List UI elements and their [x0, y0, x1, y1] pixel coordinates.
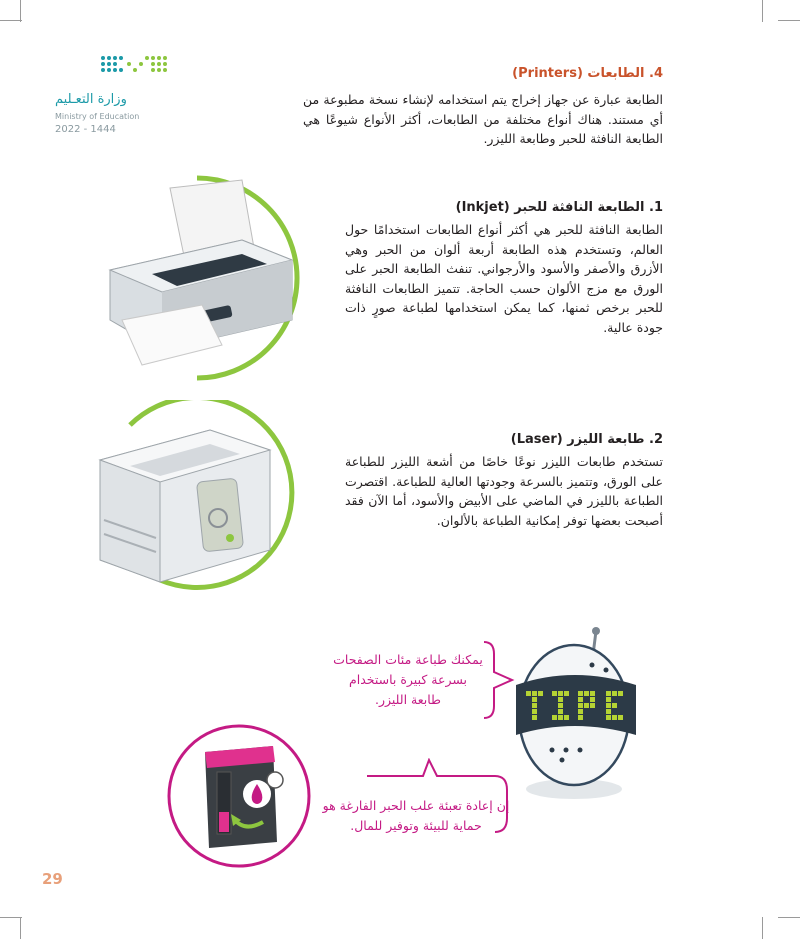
crop-mark [20, 917, 21, 939]
laser-body: تستخدم طابعات الليزر نوعًا خاصًا من أشعة الليزر للطباعة على الورق، وتتميز بالسرعة وجودتها العالية للطباعة. اقتصرت الطباعة بالليزر في الماضي على الأبيض والأسود، أما الآن فقد أصبحت بعضها توفر إمكانية الطباعة بالألوان. [345, 454, 663, 528]
section-intro: الطابعة عبارة عن جهاز إخراج يتم استخدامه لإنشاء نسخة مطبوعة من أي مستند. هناك أنواع مختلفة من الطابعات، أكثر الأنواع شيوعًا هي الطابعة النافثة للحبر وطابعة الليزر. [303, 92, 663, 146]
inkjet-title: 1. الطابعة النافثة للحبر (Inkjet) [455, 200, 663, 215]
ink-cartridge-image [165, 722, 315, 872]
crop-mark [20, 0, 21, 22]
crop-mark [0, 20, 22, 21]
inkjet-printer-image [92, 170, 322, 390]
inkjet-body: الطابعة النافثة للحبر هي أكثر أنواع الطابعات استخدامًا حول العالم، وتستخدم هذه الطابعة أربعة ألوان من الحبر وهي الأزرق والأصفر والأسود والأرجواني. تنفث الطابعة الحبر على الورق مع مزج الألوان حسب الحاجة. تتميز الطابعات النافثة للحبر برخص ثمنها، كما يمكن استخدامها لطباعة صورٍ ذات جودة عالية. [345, 222, 663, 335]
logo-year-text: 2022 - 1444 [55, 124, 116, 135]
ink-tip-text: إن إعادة تعبئة علب الحبر الفارغة هو حماية للبيئة وتوفير للمال. [322, 798, 510, 833]
crop-mark [762, 917, 763, 939]
logo-arabic-text: وزارة التعـليم [55, 92, 127, 107]
crop-mark [0, 917, 22, 918]
section-title: 4. الطابعات (Printers) [512, 66, 663, 81]
tip-robot-icon [512, 625, 642, 805]
logo-dots-icon [95, 52, 175, 82]
laser-title: 2. طابعة الليزر (Laser) [510, 432, 663, 447]
page-number: 29 [42, 870, 63, 888]
laser-tip-text: يمكنك طباعة مئات الصفحات بسرعة كبيرة باستخدام طابعة الليزر. [333, 652, 483, 707]
crop-mark [778, 20, 800, 21]
logo-english-text: Ministry of Education [55, 112, 140, 121]
laser-printer-image [90, 400, 310, 590]
crop-mark [778, 917, 800, 918]
crop-mark [762, 0, 763, 22]
